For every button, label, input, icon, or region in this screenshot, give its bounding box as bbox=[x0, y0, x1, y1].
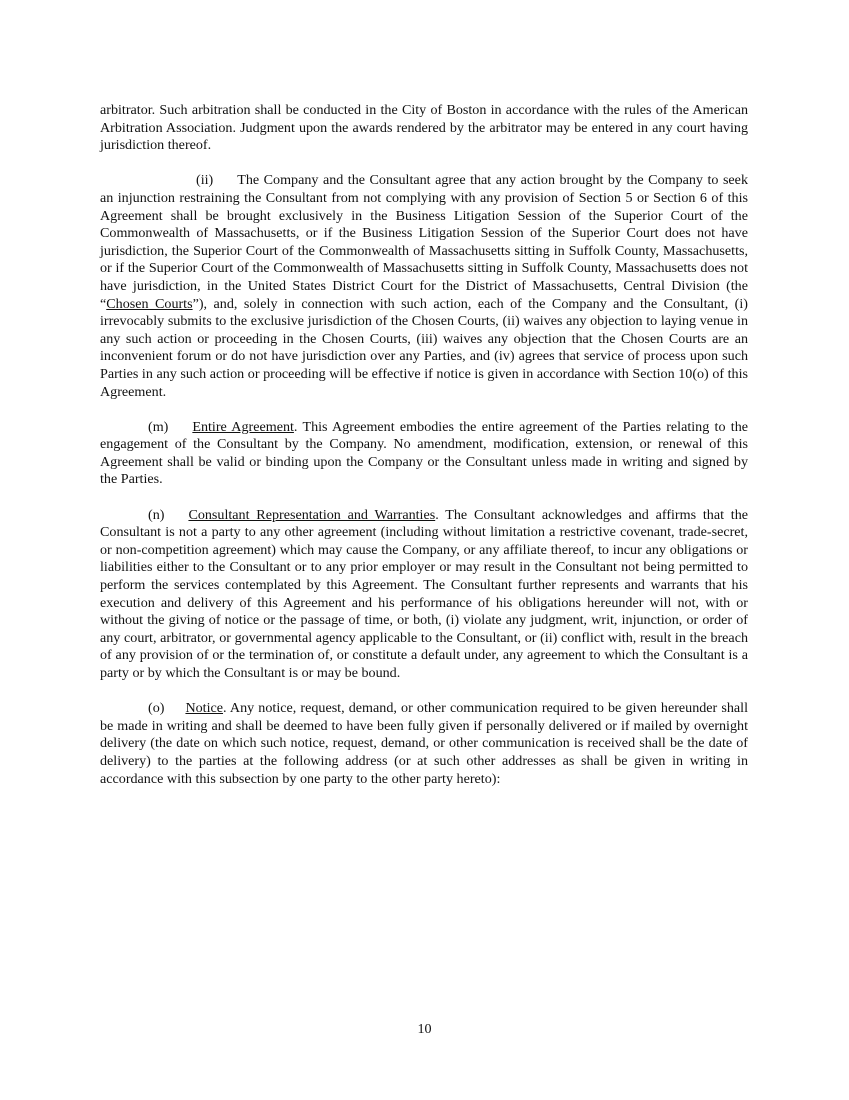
page-number: 10 bbox=[417, 1021, 432, 1037]
section-heading: Entire Agreement bbox=[192, 418, 294, 435]
paragraph-text-continued: ”), and, solely in connection with such action, each of the Company and the Consultant, (i) irrevocably submits to the exclusive jurisdiction of the Chosen Courts, (ii) waives any objection to laying venue in any such action or proceeding in the Chosen Courts, (iii) waives any objection that the Chosen Courts are an inconvenient forum or do not have jurisdiction over any Parties, and (iv) agrees that service of process upon such Parties in any such action or proceeding will be effective if notice is given in accordance with Section 10(o) of this Agreement. bbox=[100, 295, 748, 400]
section-text: . Any notice, request, demand, or other communication required to be given hereunder shall be made in writing and shall be deemed to have been fully given if personally delivered or if mailed by overnight delivery (the date on which such notice, request, demand, or other communication is received shall be the date of delivery) to the parties at the following address (or at such other addresses as shall be given in writing in accordance with this subsection by one party to the other party hereto): bbox=[100, 700, 748, 787]
paragraph-arbitration-continued bbox=[100, 102, 748, 155]
section-label: (m) bbox=[148, 418, 169, 435]
section-text: . The Consultant acknowledges and affirms that the Consultant is not a party to any other agreement (including without limitation a restrictive covenant, trade-secret, or non-competition agreement) which may cause the Company, or any affiliate thereof, to incur any obligations or liabilities either to the Consultant or to any prior employer or may result in the Consultant not being permitted to perform the services contemplated by this Agreement. The Consultant further represents and warrants that his execution and delivery of this Agreement and his performance of his obligations hereunder will not, with or without the giving of notice or the passage of time, or both, (i) violate any judgment, writ, injunction, or order of any court, arbitrator, or governmental agency applicable to the Consultant, or (ii) conflict with, result in the breach of any provision of or the termination of, or constitute a default under, any agreement to which the Consultant is a party or by which the Consultant is or may be bound. bbox=[100, 506, 748, 681]
paragraph-text: The Company and the Consultant agree that any action brought by the Company to seek an injunction restraining the Consultant from not complying with any provision of Section 5 or Section 6 of this Agreement shall be brought exclusively in the Business Litigation Session of the Superior Court of the Commonwealth of Massachusetts, or if the Business Litigation Session of the Superior Court does not have jurisdiction, the Superior Court of the Commonwealth of Massachusetts sitting in Suffolk County, Massachusetts, or if the Superior Court of the Commonwealth of Massachusetts sitting in Suffolk County, Massachusetts does not have jurisdiction, in the United States District Court for the District of Massachusetts, Central Division (the “ bbox=[100, 172, 748, 312]
section-heading: Consultant Representation and Warranties bbox=[188, 506, 436, 523]
section-o-notice bbox=[100, 700, 748, 788]
section-heading: Notice bbox=[185, 700, 224, 717]
defined-term-chosen-courts: Chosen Courts bbox=[106, 295, 193, 312]
paragraph-text: arbitrator. Such arbitration shall be conducted in the City of Boston in accordance with the rules of the American Arbitration Association. Judgment upon the awards rendered by the arbitrator may be entered in any court having jurisdiction thereof. bbox=[100, 102, 748, 154]
paragraph-ii-chosen-courts bbox=[100, 172, 748, 401]
section-m-entire-agreement bbox=[100, 419, 748, 489]
section-label: (o) bbox=[148, 700, 165, 717]
document-page bbox=[100, 102, 748, 806]
paragraph-label: (ii) bbox=[196, 172, 214, 189]
section-text: . This Agreement embodies the entire agreement of the Parties relating to the engagement of the Consultant by the Company. No amendment, modification, extension, or renewal of this Agreement shall be valid or binding upon the Company or the Consultant unless made in writing and signed by the Parties. bbox=[100, 418, 749, 488]
section-n-consultant-representation bbox=[100, 507, 748, 683]
section-label: (n) bbox=[148, 506, 165, 523]
